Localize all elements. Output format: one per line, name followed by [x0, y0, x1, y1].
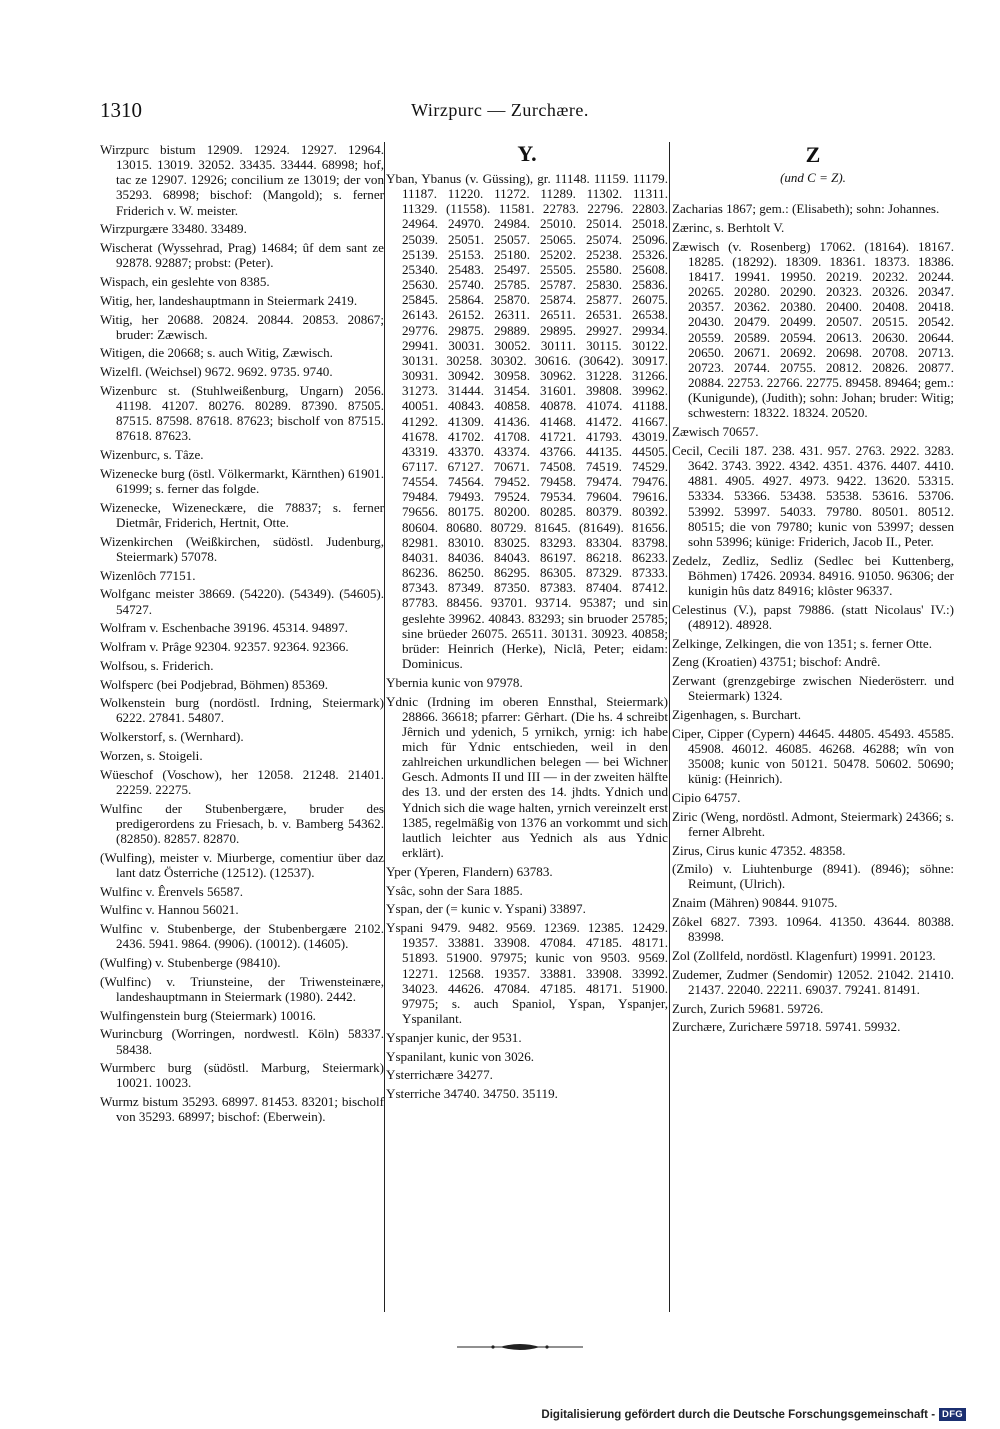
index-entry: Ybernia kunic von 97978.	[386, 674, 523, 690]
index-entry: Wirzpurgære 33480. 33489.	[100, 221, 247, 237]
index-entry: Wolfram v. Prâge 92304. 92357. 92364. 92366.	[100, 639, 349, 655]
section-letter-z: Z	[805, 142, 821, 167]
index-entry: Wulfinc v. Êrenvels 56587.	[100, 883, 243, 899]
index-entry: Wolkenstein burg (nordöstl. Irdning, Steiermark) 6222. 27841. 54807.	[100, 695, 384, 726]
index-entry: Wulfinc v. Hannou 56021.	[100, 902, 239, 918]
index-entry: Zudemer, Zudmer (Sendomir) 12052. 21042. 21410. 21437. 22040. 22211. 69037. 79241. 81491.	[672, 966, 954, 997]
index-entry: Wolfsou, s. Friderich.	[100, 657, 214, 673]
index-entry: Wirzpurc bistum 12909. 12924. 12927. 12964. 13015. 13019. 32052. 33435. 33444. 68998; hof, tac ze 12907. 12926; concilium ze 13019; der von 35293. 68998; bischof: (Mangold); s. ferner Friderich v. W. meister.	[100, 142, 384, 218]
index-entry: Zæwisch 70657.	[672, 424, 759, 440]
index-entry: Zelkinge, Zelkingen, die von 1351; s. ferner Otte.	[672, 635, 932, 651]
index-entry: Witigen, die 20668; s. auch Witig, Zæwisch.	[100, 345, 333, 361]
index-entry: Ydnic (Irdning im oberen Ennsthal, Steiermark) 28866. 36618; pfarrer: Gêrhart. (Die hs. 4 schreibt Jêrnich und ydenich, 5 yrnikch, yrnig: ich habe mich für Ydnic entschieden, weil in den zahlreichen urkundlichen belegen — bei Wichner Gesch. Admonts II und III — in der zweiten hälfte des 13. und der ersten des 14. jhdts. Ydnich und Ydnich sich die wage halten, yrnich vereinzelt erst 1385, regelmäßig von 1376 an vorkommt und sich lautlich leichter aus Yednich als aus Ydnic erklärt).	[386, 693, 668, 861]
index-entry: Wischerat (Wyssehrad, Prag) 14684; ûf dem sant ze 92878. 92887; probst: (Peter).	[100, 240, 384, 271]
index-entry: Wolfsperc (bei Podjebrad, Böhmen) 85369.	[100, 676, 329, 692]
index-entry: Witig, her, landeshauptmann in Steiermark 2419.	[100, 292, 358, 308]
index-entry: Ciper, Cipper (Cypern) 44645. 44805. 45493. 45585. 45908. 46012. 46085. 46268. 46288; wîn von 35008; kunic von 50121. 50478. 50602. 50690; künig: (Heinrich).	[672, 725, 954, 787]
index-entry: Celestinus (V.), papst 79886. (statt Nicolaus' IV.:) (48912). 48928.	[672, 601, 954, 632]
index-entry: Zacharias 1867; gem.: (Elisabeth); sohn: Johannes.	[672, 201, 940, 217]
index-entry: Wizenburc st. (Stuhlweißenburg, Ungarn) 2056. 41198. 41207. 80276. 80289. 87390. 87505. 87515. 87598. 87618. 87623; bischolf von 87515. 87618. 87623.	[100, 382, 384, 444]
index-entry: Zerwant (grenzgebirge zwischen Niederösterr. und Steiermark) 1324.	[672, 673, 954, 704]
index-entry: Wizenecke burg (östl. Völkermarkt, Kärnthen) 61901. 61999; s. ferner das folgde.	[100, 465, 384, 497]
footer-text: Digitalisierung gefördert durch die Deutsche Forschungsgemeinschaft -	[541, 1408, 936, 1421]
index-entry: Yspanilant, kunic von 3026.	[386, 1048, 535, 1064]
index-entry: Wulfinc der Stubenbergære, bruder des predigerordens zu Friesach, b. v. Bamberg 54362. (82850). 82857. 82870.	[100, 800, 384, 846]
index-entry: Zurchære, Zurichære 59718. 59741. 59932.	[672, 1019, 901, 1035]
index-entry: Wüeschof (Voschow), her 12058. 21248. 21401. 22259. 22275.	[100, 766, 384, 797]
index-column-middle	[386, 141, 668, 1105]
index-entry: Zæwisch (v. Rosenberg) 17062. (18164). 18167. 18285. (18292). 18309. 18361. 18373. 18386. 18417. 19941. 19950. 20219. 20232. 20244. 20265. 20280. 20290. 20323. 20326. 20347. 20357. 20362. 20380. 20400. 20408. 20418. 20430. 20479. 20499. 20507. 20515. 20542. 20559. 20589. 20594. 20613. 20630. 20644. 20650. 20671. 20692. 20698. 20708. 20713. 20723. 20744. 20755. 20812. 20826. 20877. 20884. 22753. 22766. 22775. 89458. 89464; gem.: (Kunigunde), (Judith); sohn: Johan; bruder: Witig; schwestern: 18322. 18324. 20520.	[672, 238, 954, 421]
column-rule	[669, 142, 670, 1312]
footer-credit	[541, 1408, 966, 1421]
section-letter-y: Y.	[517, 141, 537, 166]
index-entry: Wurincburg (Worringen, nordwestl. Köln) 58337. 58438.	[100, 1026, 384, 1057]
section-note: (und C = Z).	[780, 170, 846, 185]
index-column-right	[672, 142, 954, 1038]
index-entry: Wizenkirchen (Weißkirchen, südöstl. Judenburg, Steiermark) 57078.	[100, 533, 384, 564]
index-entry: Worzen, s. Stoigeli.	[100, 747, 203, 763]
index-entry: (Wulfinc) v. Triunsteine, der Triwensteinære, landeshauptmann in Steiermark (1980). 2442.	[100, 973, 384, 1004]
end-ornament	[455, 1342, 585, 1352]
index-entry: Wulfingenstein burg (Steiermark) 10016.	[100, 1007, 316, 1023]
index-entry: (Wulfing) v. Stubenberge (98410).	[100, 954, 281, 970]
index-entry: Zol (Zollfeld, nordöstl. Klagenfurt) 19991. 20123.	[672, 947, 936, 963]
dfg-logo: DFG	[939, 1408, 966, 1421]
index-entry: Cecil, Cecili 187. 238. 431. 957. 2763. 2922. 3283. 3642. 3743. 3922. 4342. 4351. 4376. 4407. 4410. 4881. 4905. 4927. 4973. 9422. 13620. 53315. 53334. 53366. 53438. 53538. 53616. 53706. 53992. 53997. 54033. 79780. 80501. 80512. 80515; die von 79780; kunic von 53997; dessen sohn 53996; künige: Friderich, Jacob II., Peter.	[672, 442, 954, 549]
index-entry: Ysterriche 34740. 34750. 35119.	[386, 1086, 558, 1101]
index-entry: Wolfganc meister 38669. (54220). (54349). (54605). 54727.	[100, 586, 384, 617]
column-rule	[384, 142, 385, 1312]
index-entry: Ysâc, sohn der Sara 1885.	[386, 882, 523, 898]
index-entry: Zærinc, s. Berhtolt V.	[672, 219, 785, 235]
index-entry: Cipio 64757.	[672, 789, 741, 805]
index-entry: Wurmberc burg (südöstl. Marburg, Steiermark) 10021. 10023.	[100, 1060, 384, 1091]
index-entry: Yper (Yperen, Flandern) 63783.	[386, 863, 553, 879]
index-entry: Yspanjer kunic, der 9531.	[386, 1029, 522, 1045]
index-entry: Wizelfl. (Weichsel) 9672. 9692. 9735. 9740.	[100, 364, 333, 380]
index-entry: Wizenlôch 77151.	[100, 567, 196, 583]
index-entry: Zurch, Zurich 59681. 59726.	[672, 1000, 824, 1016]
index-entry: Yban, Ybanus (v. Güssing), gr. 11148. 11159. 11179. 11187. 11220. 11272. 11289. 11302. 11311. 11329. (11558). 11581. 22783. 22796. 22803. 24964. 24970. 24984. 25010. 25014. 25018. 25039. 25051. 25057. 25065. 25074. 25096. 25139. 25153. 25180. 25202. 25238. 25326. 25340. 25483. 25497. 25505. 25580. 25608. 25630. 25740. 25785. 25787. 25830. 25836. 25845. 25864. 25870. 25874. 25877. 26075. 26143. 26152. 26311. 26511. 26531. 26538. 29776. 29875. 29889. 29895. 29927. 29934. 29941. 30031. 30052. 30111. 30115. 30122. 30131. 30258. 30302. 30616. (30642). 30917. 30931. 30942. 30958. 30962. 31228. 31266. 31273. 31444. 31454. 31601. 39808. 39962. 40051. 40843. 40858. 40878. 41074. 41188. 41292. 41309. 41436. 41468. 41472. 41667. 41678. 41702. 41708. 41721. 41793. 43019. 43319. 43370. 43374. 43766. 44135. 44505. 67117. 67127. 70671. 74508. 74519. 74529. 74554. 74564. 79452. 79458. 79474. 79476. 79484. 79493. 79524. 79534. 79604. 79616. 79656. 80175. 80200. 80285. 80379. 80392. 80604. 80680. 80729. 81645. (81649). 81656. 82981. 83010. 83025. 83293. 83304. 83798. 84031. 84036. 84043. 86197. 86218. 86233. 86236. 86250. 86295. 86305. 87329. 87333. 87343. 87349. 87350. 87383. 87404. 87412. 87783. 88456. 93701. 93714. 95387; und sin geslehte 39962. 40843. 83293; sin bruoder 25785; sine brüeder 26075. 26511. 30131. 30923. 40858; brüder: Heinrich (Herke), Niclâ, Peter; eidam: Dominicus.	[386, 171, 668, 671]
index-entry: Zôkel 6827. 7393. 10964. 41350. 43644. 80388. 83998.	[672, 913, 954, 945]
index-entry: Wurmz bistum 35293. 68997. 81453. 83201; bischolf von 35293. 68997; bischof: (Eberwein).	[100, 1094, 384, 1125]
index-entry: Zeng (Kroatien) 43751; bischof: Andrê.	[672, 654, 881, 670]
index-entry: Zigenhagen, s. Burchart.	[672, 706, 802, 722]
index-entry: Wispach, ein geslehte von 8385.	[100, 274, 270, 290]
index-entry: Zirus, Cirus kunic 47352. 48358.	[672, 842, 846, 858]
index-entry: Wizenburc, s. Tâze.	[100, 447, 204, 463]
index-entry: Zedelz, Zedliz, Sedliz (Sedlec bei Kuttenberg, Böhmen) 17426. 20934. 84916. 91050. 96306; der kunigin hûs datz 84916; klôster 96337.	[672, 552, 954, 598]
index-entry: Ziric (Weng, nordöstl. Admont, Steiermark) 24366; s. ferner Albreht.	[672, 808, 954, 839]
index-column-left	[100, 142, 384, 1128]
index-entry: Ysterrichære 34277.	[386, 1067, 493, 1083]
index-entry: Wulfinc v. Stubenberge, der Stubenbergære 2102. 2436. 5941. 9864. (9906). (10012). (14605).	[100, 921, 384, 952]
index-entry: (Wulfing), meister v. Miurberge, comentiur über daz lant datz Österriche (12512). (12537).	[100, 849, 384, 880]
index-entry: Wolfram v. Eschenbache 39196. 45314. 94897.	[100, 620, 348, 636]
running-head: Wirzpurc — Zurchære.	[411, 100, 589, 120]
index-entry: Znaim (Mähren) 90844. 91075.	[672, 895, 838, 911]
page-number: 1310	[100, 98, 142, 122]
index-entry: Yspani 9479. 9482. 9569. 12369. 12385. 12429. 19357. 33881. 33908. 47084. 47185. 48171. 51893. 51900. 97975; kunic von 9503. 9569. 12271. 12568. 19357. 33881. 33908. 33992. 34023. 44626. 47084. 47185. 48171. 51900. 97975; s. auch Spaniol, Yspan, Yspanjer, Yspanilant.	[386, 920, 668, 1026]
index-entry: (Zmilo) v. Liuhtenburge (8941). (8946); söhne: Reimunt, (Ulrich).	[672, 861, 954, 892]
index-entry: Witig, her 20688. 20824. 20844. 20853. 20867; bruder: Zæwisch.	[100, 311, 384, 342]
index-entry: Wolkerstorf, s. (Wernhard).	[100, 729, 244, 745]
index-entry: Yspan, der (= kunic v. Yspani) 33897.	[386, 901, 586, 917]
index-entry: Wizenecke, Wizeneckære, die 78837; s. ferner Dietmâr, Friderich, Hertnit, Otte.	[100, 499, 384, 530]
